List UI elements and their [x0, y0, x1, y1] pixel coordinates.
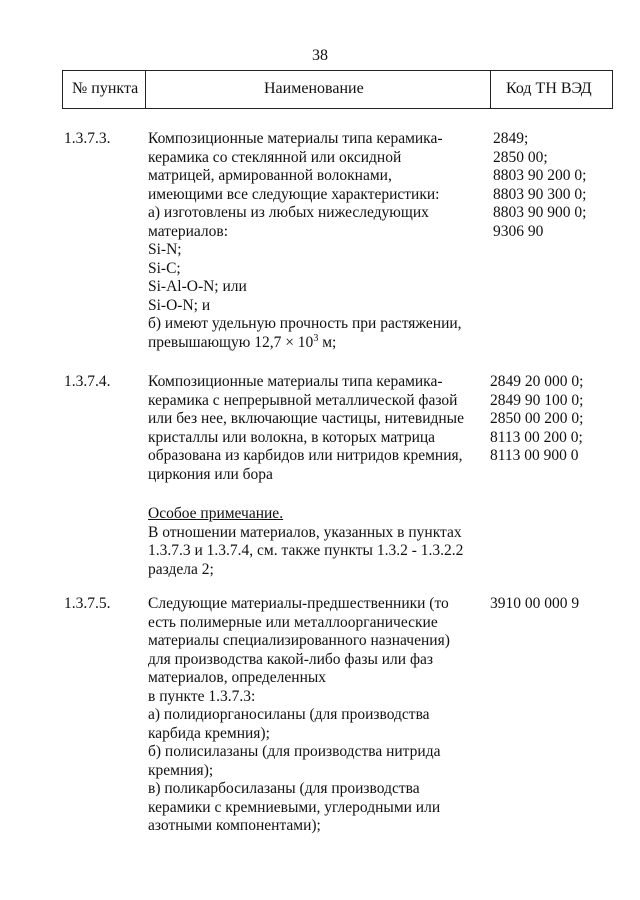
code-line: 2849 20 000 0;: [490, 373, 584, 390]
description-line: Si-Al-O-N; или: [148, 278, 247, 295]
formula-text: превышающую 12,7 × 10: [148, 333, 314, 351]
description-line: в) поликарбосилазаны (для производства: [148, 780, 420, 797]
description-line: [148, 334, 488, 353]
item-number: 1.3.7.4.: [64, 373, 111, 390]
description-line: керамика с непрерывной металлической фазой: [148, 391, 458, 409]
description-line: или без нее, включающие частицы, нитевидные: [148, 410, 464, 427]
table-header-bottom-rule: [62, 108, 612, 109]
special-note-title: Особое примечание.: [148, 505, 284, 522]
description-line: материалы специализированного назначения): [148, 632, 450, 649]
item-codes: [490, 595, 610, 614]
description-line: циркония или бора: [148, 465, 273, 483]
note-line: 1.3.7.3 и 1.3.7.4, см. также пункты 1.3.2 - 1.3.2.2: [148, 542, 464, 559]
description-line: в пункте 1.3.7.3:: [148, 687, 256, 705]
description-line: материалов:: [148, 222, 229, 240]
description-line: а) изготовлены из любых нижеследующих: [148, 204, 429, 221]
item-description: [148, 373, 488, 579]
table-header-divider: [490, 70, 491, 109]
code-line: 2850 00;: [493, 148, 548, 166]
description-line: керамики с кремниевыми, углеродными или: [148, 798, 441, 816]
code-line: 3910 00 000 9: [490, 595, 580, 612]
description-line: имеющими все следующие характеристики:: [148, 185, 440, 203]
description-line: Композиционные материалы типа керамика-: [148, 130, 443, 147]
code-line: 2849;: [493, 130, 529, 147]
header-code: Код ТН ВЭД: [506, 80, 592, 97]
note-line: раздела 2;: [148, 560, 214, 578]
table-header-divider: [62, 70, 63, 109]
item-codes: [493, 130, 613, 241]
description-line: матрицей, армированной волокнами,: [148, 167, 392, 184]
page-number: 38: [312, 47, 328, 64]
header-item-number: № пункта: [72, 80, 139, 97]
description-line: есть полимерные или металлоорганические: [148, 613, 438, 631]
item-codes: [490, 373, 610, 466]
code-line: 8113 00 200 0;: [490, 428, 583, 446]
code-line: 8803 90 900 0;: [493, 204, 587, 221]
description-line: карбида кремния);: [148, 724, 270, 742]
description-line: Композиционные материалы типа керамика-: [148, 373, 443, 390]
description-line: Следующие материалы-предшественники (то: [148, 595, 449, 612]
description-line: Si-O-N; и: [148, 296, 211, 314]
item-number: 1.3.7.3.: [64, 130, 111, 147]
code-line: 2849 90 100 0;: [490, 391, 584, 409]
description-line: образована из карбидов или нитридов кремния,: [148, 447, 463, 464]
description-line: Si-C;: [148, 259, 181, 277]
code-line: 2850 00 200 0;: [490, 410, 584, 427]
description-line: Si-N;: [148, 241, 182, 258]
code-line: 8803 90 300 0;: [493, 185, 587, 203]
description-line: б) имеют удельную прочность при растяжении,: [148, 315, 462, 332]
header-name: Наименование: [264, 80, 364, 97]
description-line: материалов, определенных: [148, 669, 327, 686]
table-header-divider: [145, 70, 146, 109]
description-line: керамика со стеклянной или оксидной: [148, 148, 402, 166]
description-line: кремния);: [148, 761, 214, 779]
unit-text: м;: [318, 333, 337, 351]
description-line: а) полидиорганосиланы (для производства: [148, 706, 430, 723]
description-line: б) полисилазаны (для производства нитрида: [148, 743, 441, 760]
code-line: 8113 00 900 0: [490, 447, 579, 464]
item-description: [148, 130, 488, 352]
exponent: 3: [313, 332, 319, 344]
note-line: В отношении материалов, указанных в пунктах: [148, 523, 462, 541]
item-number: 1.3.7.5.: [64, 595, 111, 612]
table-header-divider: [612, 70, 613, 109]
code-line: 9306 90: [493, 222, 544, 240]
description-line: кристаллы или волокна, в которых матрица: [148, 428, 436, 446]
description-line: азотными компонентами);: [148, 817, 321, 834]
code-line: 8803 90 200 0;: [493, 167, 587, 184]
item-description: [148, 595, 488, 836]
description-line: для производства какой-либо фазы или фаз: [148, 650, 434, 668]
